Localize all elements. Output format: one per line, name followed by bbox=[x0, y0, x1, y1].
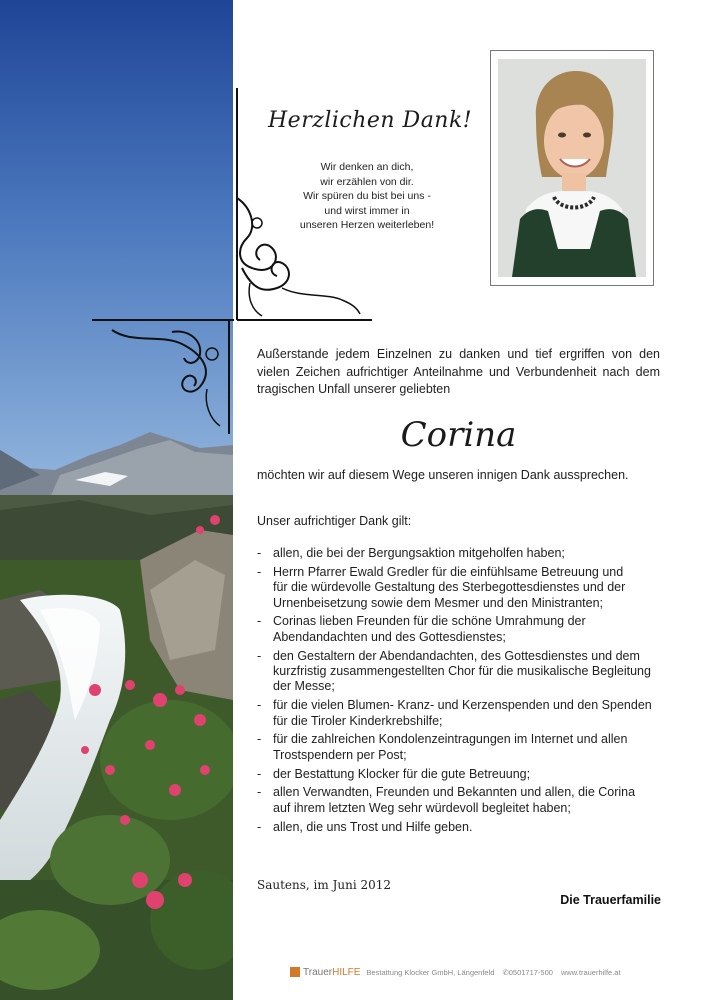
list-item: - allen Verwandten, Freunden und Bekannten und allen, die Corina auf ihrem letzten Weg sehr würdevoll begleitet haben; bbox=[257, 785, 636, 815]
place-date: Sautens, im Juni 2012 bbox=[257, 878, 392, 892]
list-item: - allen, die bei der Bergungsaktion mitgeholfen haben; bbox=[257, 546, 565, 560]
brand-name-accent: HILFE bbox=[332, 966, 361, 978]
thanks-heading: Herzlichen Dank! bbox=[268, 108, 473, 133]
portrait-frame bbox=[490, 50, 654, 286]
list-item: - Herrn Pfarrer Ewald Gredler für die einfühlsame Betreuung und für die würdevolle Gestaltung des Sterbegottesdienstes und der Urnenbeisetzung sowie dem Mesmer und den Ministranten; bbox=[257, 564, 626, 610]
poem-line: Wir spüren du bist bei uns - bbox=[303, 190, 431, 202]
list-item: - den Gestaltern der Abendandachten, des Gottesdienstes und dem kurzfristig zusammengestellten Chor für die musikalische Begleitung der Messe; bbox=[257, 648, 651, 694]
poem-line: wir erzählen von dir. bbox=[320, 175, 414, 188]
intro-paragraph: Außerstande jedem Einzelnen zu danken und tief ergriffen von den vielen Zeichen aufrichtiger Anteilnahme und Verbundenheit nach dem tragischen Unfall unserer geliebten bbox=[257, 347, 660, 396]
gratitude-list bbox=[257, 546, 667, 838]
list-item: - der Bestattung Klocker für die gute Betreuung; bbox=[257, 766, 531, 781]
poem bbox=[262, 160, 472, 233]
poem-line: Wir denken an dich, bbox=[320, 161, 414, 173]
footer-company: Bestattung Klocker GmbH, Längenfeld bbox=[366, 967, 495, 977]
ornament-corner-middle bbox=[92, 314, 234, 434]
deceased-name: Corina bbox=[400, 415, 517, 455]
list-item: - Corinas lieben Freunden für die schöne Umrahmung der Abendandachten und des Gottesdienstes; bbox=[257, 614, 586, 644]
poem-line: und wirst immer in bbox=[324, 204, 410, 217]
thanks-sentence: möchten wir auf diesem Wege unseren innigen Dank aussprechen. bbox=[257, 468, 629, 482]
portrait-photo bbox=[498, 59, 646, 277]
gratitude-heading: Unser aufrichtiger Dank gilt: bbox=[257, 514, 412, 528]
list-item: - für die zahlreichen Kondolenzeintragungen im Internet und allen Trostspendern per Post; bbox=[257, 732, 628, 762]
brand-name: Trauer bbox=[303, 966, 333, 978]
family-signature: Die Trauerfamilie bbox=[560, 893, 661, 907]
trauerhilfe-logo-icon bbox=[290, 967, 300, 977]
list-item: - allen, die uns Trost und Hilfe geben. bbox=[257, 819, 473, 834]
footer-website[interactable]: www.trauerhilfe.at bbox=[560, 967, 621, 977]
landscape-photo bbox=[0, 0, 233, 1000]
footer bbox=[290, 965, 621, 979]
footer-phone: ✆0501717-500 bbox=[502, 967, 553, 977]
list-item: - für die vielen Blumen- Kranz- und Kerzenspenden und den Spenden für die Tiroler Kinderkrebshilfe; bbox=[257, 698, 652, 728]
poem-line: unseren Herzen weiterleben! bbox=[299, 219, 435, 231]
